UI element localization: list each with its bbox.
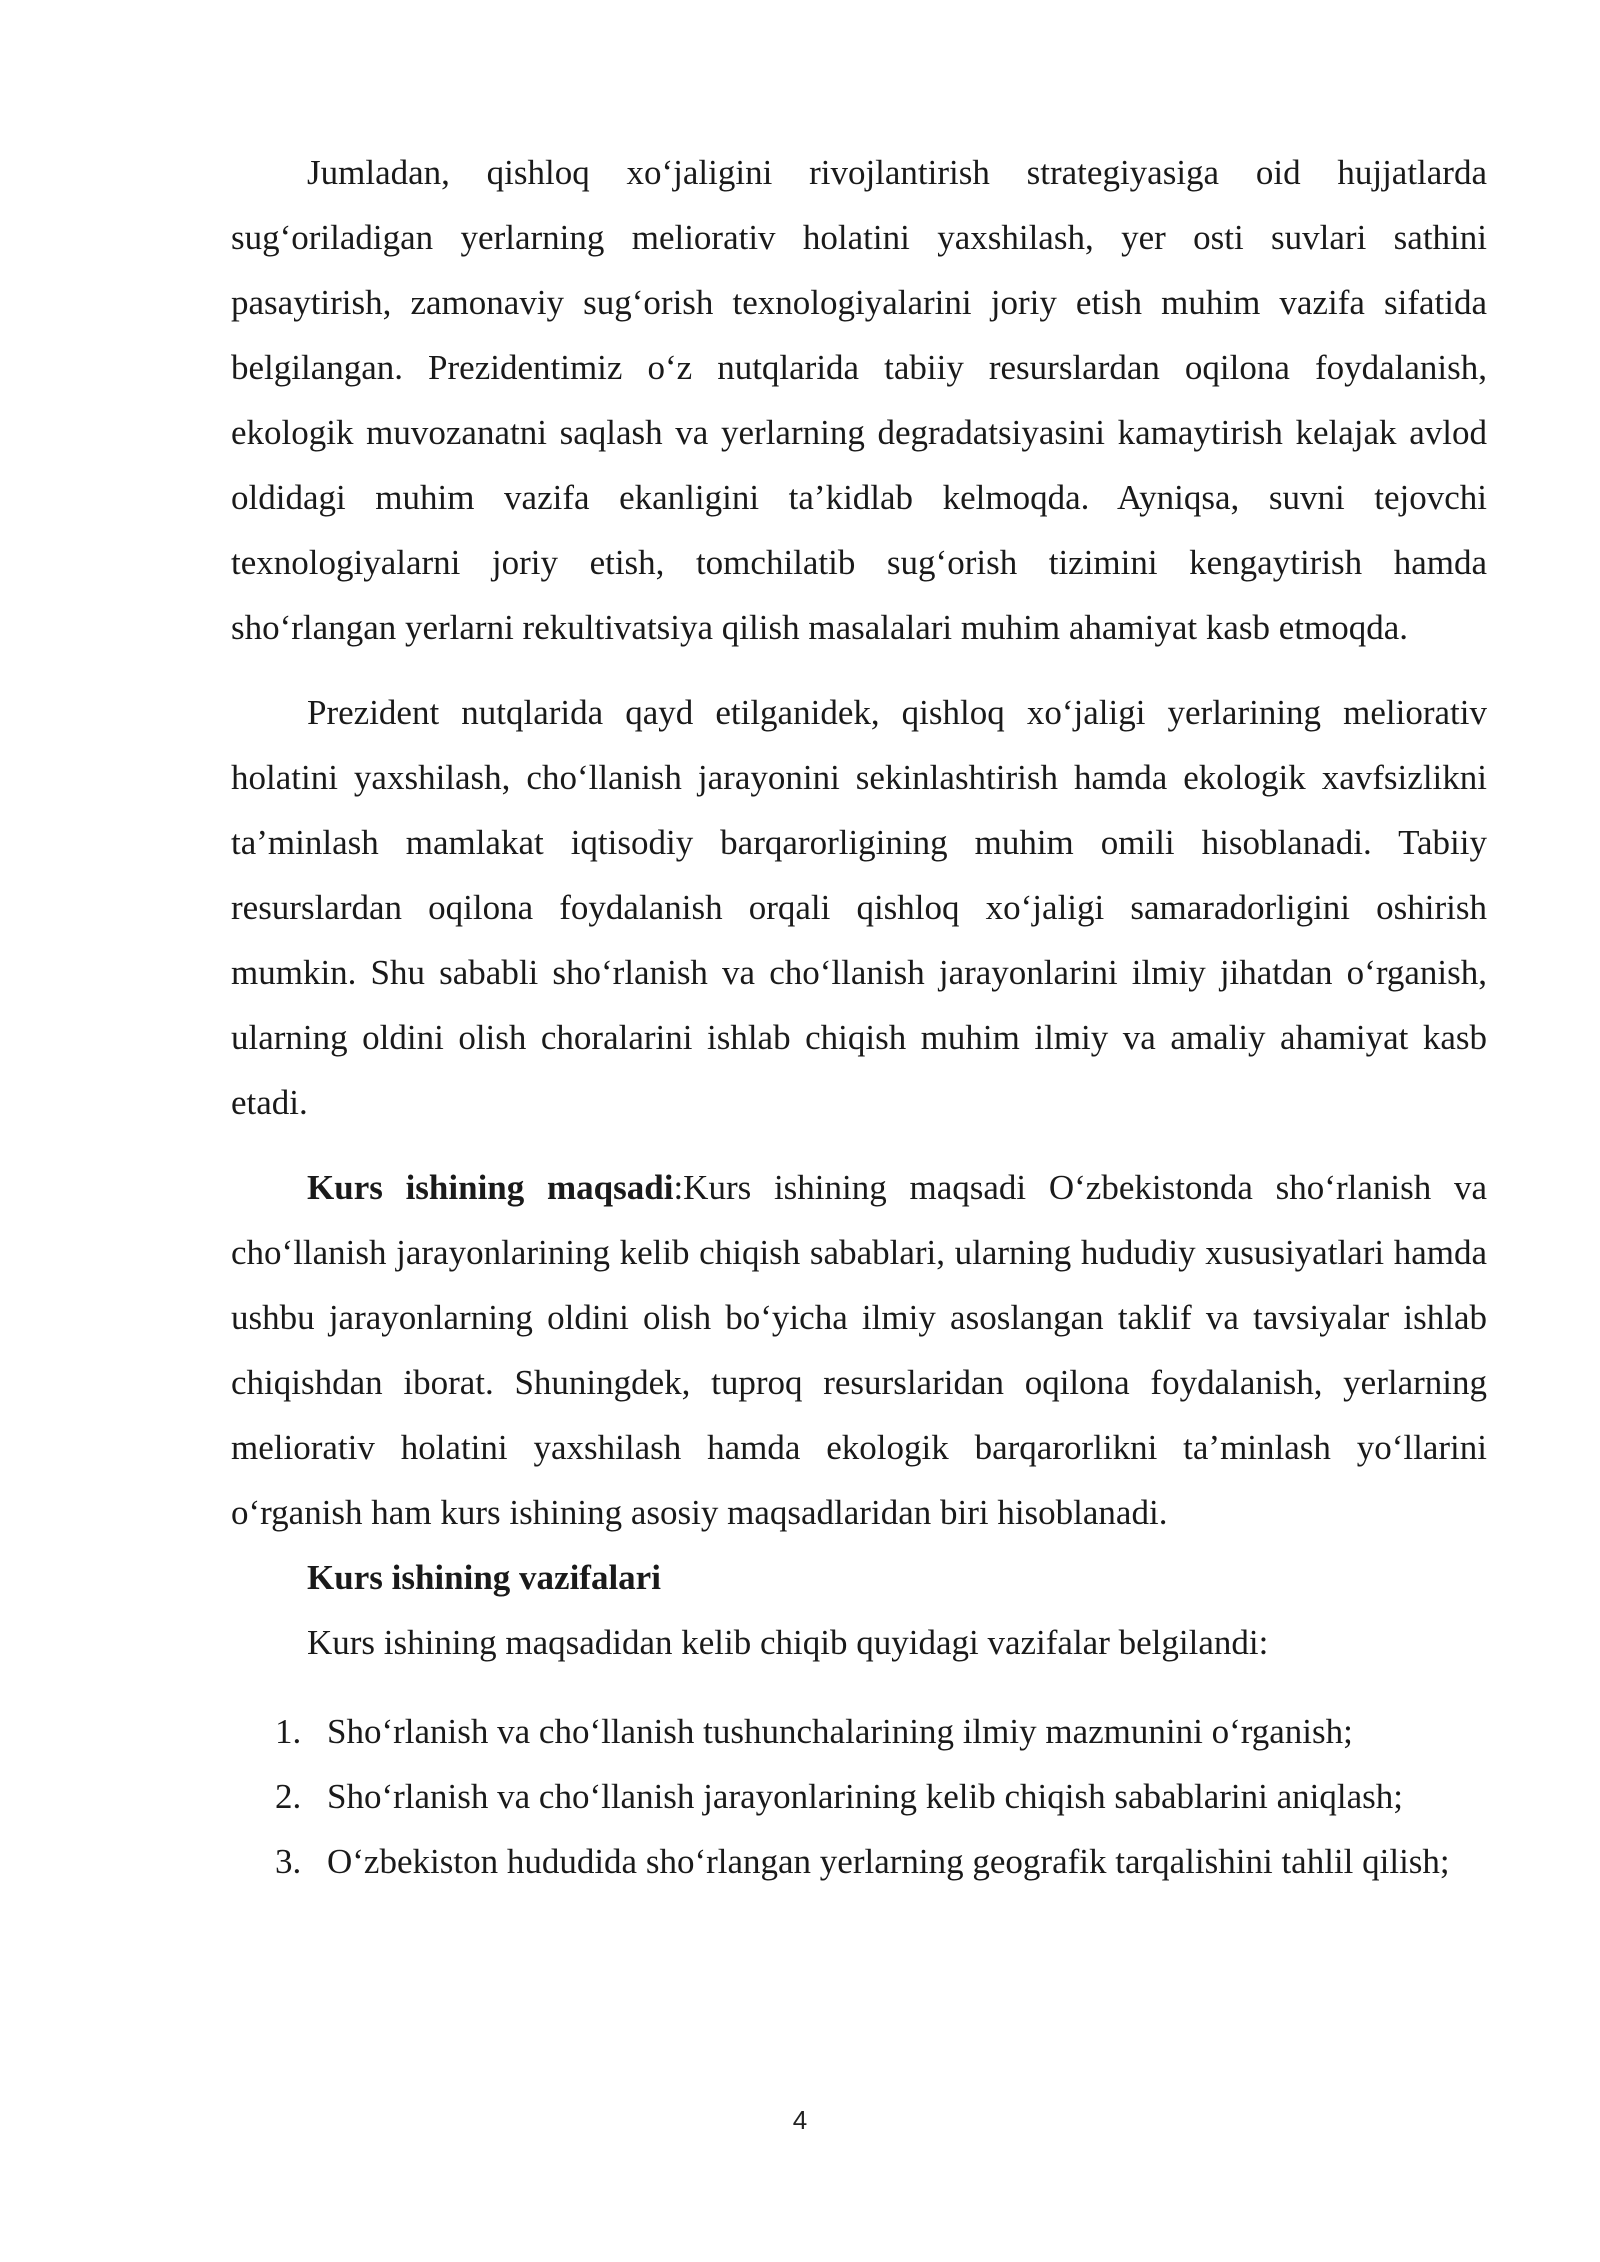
course-goal-text: :Kurs ishining maqsadi O‘zbekistonda sho‘rlanish va cho‘llanish jarayonlarining kelib chiqish sabablari, ularning hududiy xususiyatlari hamda ushbu jarayonlarning oldini olish bo‘yicha ilmiy asoslangan taklif va tavsiyalar ishlab chiqishdan iborat. Shuningdek, tuproq resurslaridan oqilona foydalanish, yerlarning meliorativ holatini yaxshilash hamda ekologik barqarorlikni ta’minlash yo‘llarini o‘rganish ham kurs ishining asosiy maqsadlaridan biri hisoblanadi. xyxy=(231,1168,1487,1532)
tasks-heading: Kurs ishining vazifalari xyxy=(307,1558,661,1597)
list-item-text: O‘zbekiston hududida sho‘rlangan yerlarning geografik tarqalishini tahlil qilish; xyxy=(327,1842,1450,1881)
list-item-text: Sho‘rlanish va cho‘llanish jarayonlarining kelib chiqish sabablarini aniqlash; xyxy=(327,1777,1403,1816)
tasks-intro: Kurs ishining maqsadidan kelib chiqib quyidagi vazifalar belgilandi: xyxy=(307,1623,1269,1662)
list-item-number: 2. xyxy=(275,1777,302,1816)
list-item xyxy=(231,1764,1487,1829)
paragraph-president-speech: Prezident nutqlarida qayd etilganidek, qishloq xo‘jaligi yerlarining meliorativ holatini yaxshilash, cho‘llanish jarayonini sekinlashtirish hamda ekologik xavfsizlikni ta’minlash mamlakat iqtisodiy barqarorligining muhim omili hisoblanadi. Tabiiy resurslardan oqilona foydalanish orqali qishloq xo‘jaligi samaradorligini oshirish mumkin. Shu sababli sho‘rlanish va cho‘llanish jarayonlarini ilmiy jihatdan o‘rganish, ularning oldini olish choralarini ishlab chiqish muhim ilmiy va amaliy ahamiyat kasb etadi. xyxy=(231,693,1487,1122)
document-page xyxy=(231,140,1487,1894)
page-number: 4 xyxy=(792,2105,808,2135)
list-item-text: Sho‘rlanish va cho‘llanish tushunchalarining ilmiy mazmunini o‘rganish; xyxy=(327,1712,1353,1751)
list-item-number: 1. xyxy=(275,1712,302,1751)
tasks-list xyxy=(231,1699,1487,1894)
paragraph-course-goal xyxy=(231,1155,1487,1545)
course-goal-label: Kurs ishining maqsadi xyxy=(307,1168,674,1207)
list-item xyxy=(231,1829,1487,1894)
paragraph-strategy: Jumladan, qishloq xo‘jaligini rivojlantirish strategiyasiga oid hujjatlarda sug‘oriladigan yerlarning meliorativ holatini yaxshilash, yer osti suvlari sathini pasaytirish, zamonaviy sug‘orish texnologiyalarini joriy etish muhim vazifa sifatida belgilangan. Prezidentimiz o‘z nutqlarida tabiiy resurslardan oqilona foydalanish, ekologik muvozanatni saqlash va yerlarning degradatsiyasini kamaytirish kelajak avlod oldidagi muhim vazifa ekanligini ta’kidlab kelmoqda. Ayniqsa, suvni tejovchi texnologiyalarni joriy etish, tomchilatib sug‘orish tizimini kengaytirish hamda sho‘rlangan yerlarni rekultivatsiya qilish masalalari muhim ahamiyat kasb etmoqda. xyxy=(231,153,1487,647)
list-item-number: 3. xyxy=(275,1842,302,1881)
list-item xyxy=(231,1699,1487,1764)
